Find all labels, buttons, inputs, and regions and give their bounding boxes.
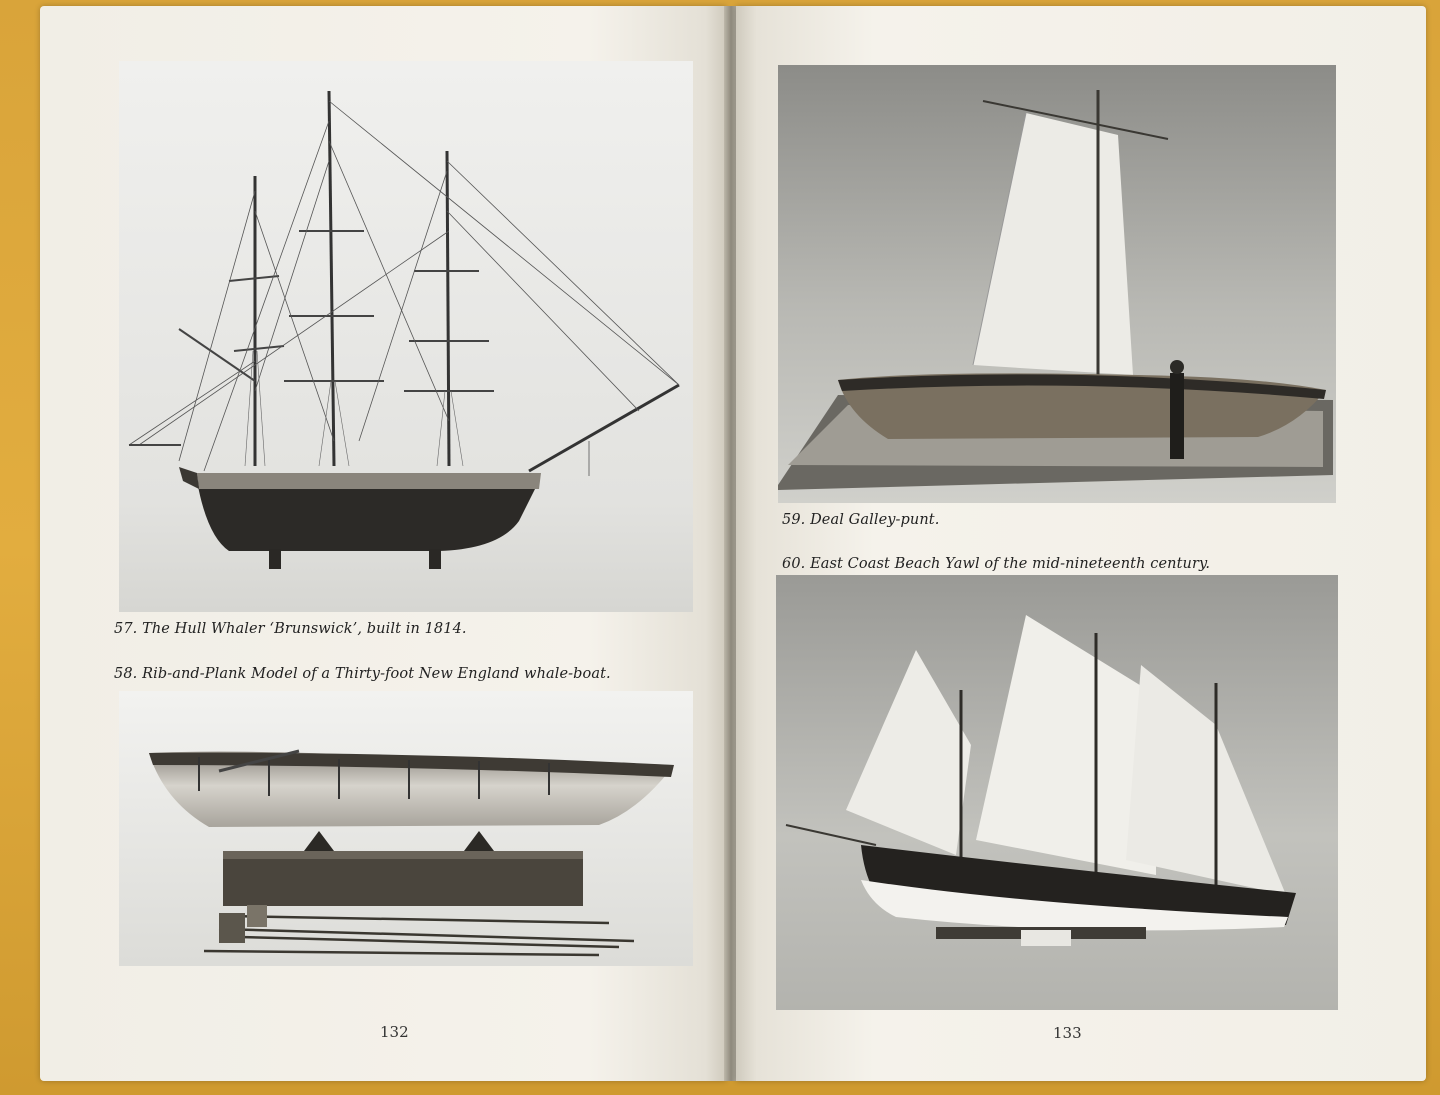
page-number-right: 133: [1053, 1024, 1082, 1042]
plate-58-caption: 58. Rib-and-Plank Model of a Thirty-foot New England whale-boat.: [114, 666, 611, 682]
plate-59-caption: 59. Deal Galley-punt.: [782, 512, 940, 528]
page-number-left: 132: [380, 1023, 409, 1041]
plate-57-caption: 57. The Hull Whaler ‘Brunswick’, built in 1814.: [114, 621, 467, 637]
plate-59-photo: [778, 65, 1336, 503]
plate-60-caption: 60. East Coast Beach Yawl of the mid-nineteenth century.: [782, 556, 1211, 572]
plate-60-photo: [776, 575, 1338, 1010]
plate-57-photo: [119, 61, 693, 612]
plate-58-photo: [119, 691, 693, 966]
